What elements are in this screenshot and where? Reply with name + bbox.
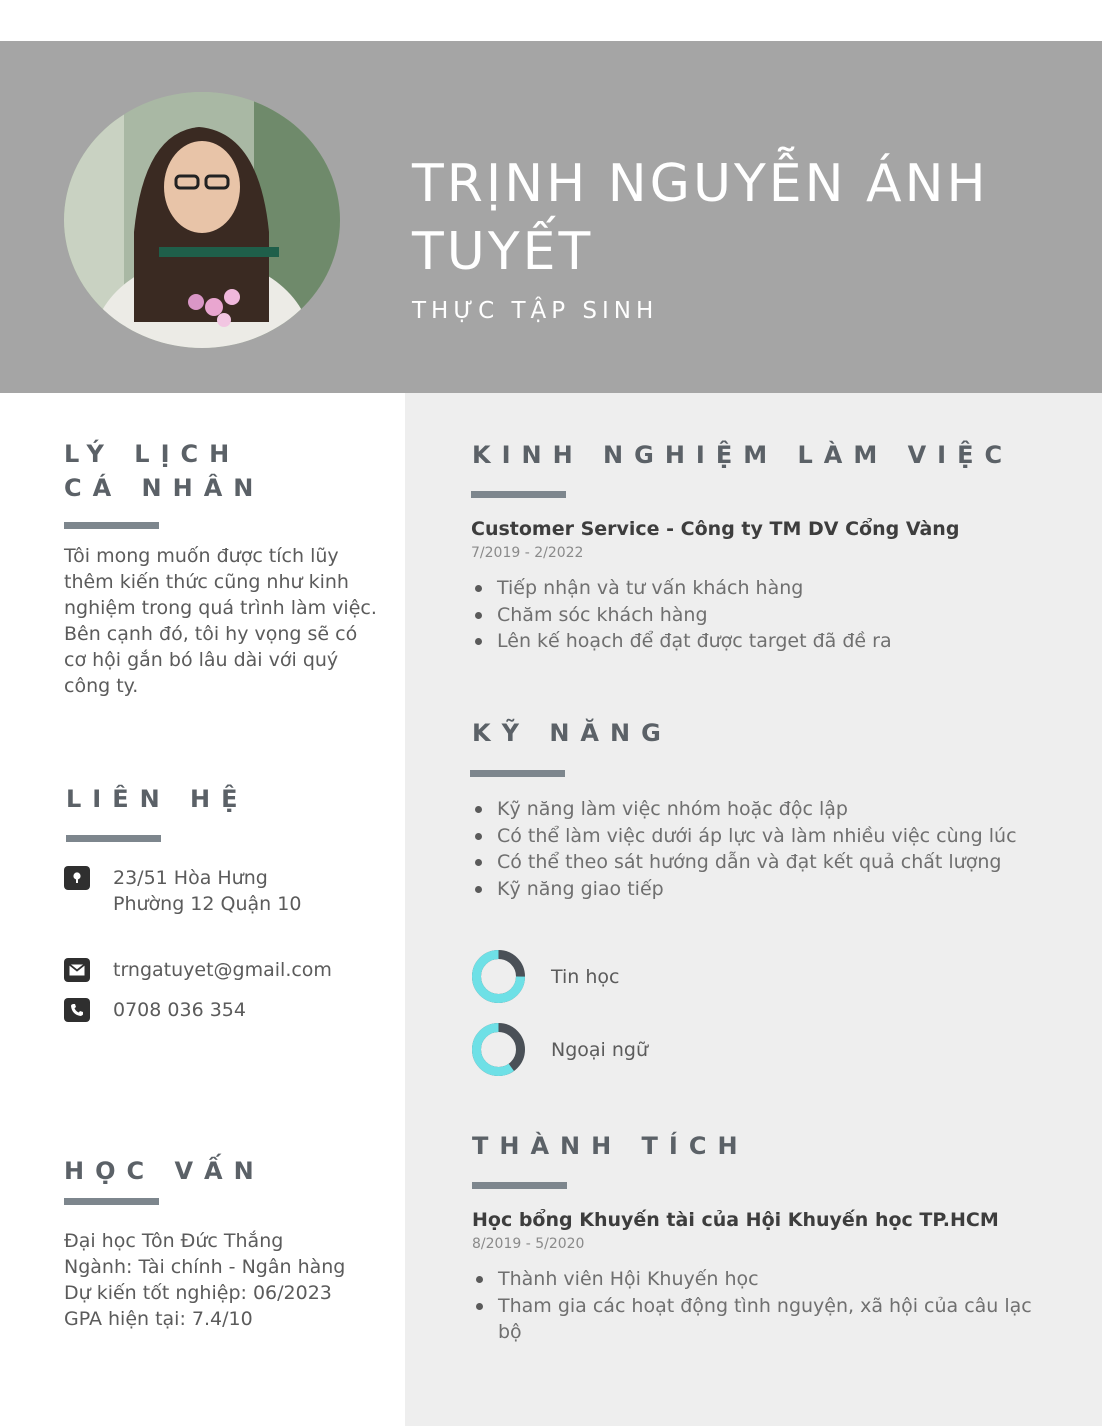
phone-text[interactable]: 0708 036 354 (113, 999, 246, 1021)
contact-title: LIÊN HỆ (66, 785, 249, 813)
skill-level-label: Ngoại ngữ (551, 1038, 649, 1061)
phone-row (64, 997, 246, 1023)
skill-level-label: Tin học (551, 965, 620, 988)
achievements-divider (472, 1182, 567, 1189)
list-item: Tiếp nhận và tư vấn khách hàng (497, 575, 1077, 602)
contact-divider (66, 835, 161, 842)
profile-title-line2: CÁ NHÂN (64, 474, 265, 502)
skills-list (471, 796, 1067, 902)
address-row (64, 865, 301, 917)
job-title: Customer Service - Công ty TM DV Cổng Vàng (471, 518, 960, 540)
education-details (64, 1228, 394, 1332)
address-line1: 23/51 Hòa Hưng (113, 867, 268, 889)
email-row (64, 957, 332, 983)
candidate-role: THỰC TẬP SINH (412, 298, 659, 324)
email-text[interactable]: trngatuyet@gmail.com (113, 959, 332, 981)
list-item: Thành viên Hội Khuyến học (498, 1266, 1058, 1293)
profile-photo (64, 92, 340, 348)
education-line: GPA hiện tại: 7.4/10 (64, 1308, 253, 1330)
list-item: Chăm sóc khách hàng (497, 602, 1077, 629)
achievements-title: THÀNH TÍCH (472, 1132, 749, 1160)
experience-title: KINH NGHIỆM LÀM VIỆC (472, 441, 1014, 469)
education-title: HỌC VẤN (64, 1157, 265, 1185)
skill-level-row (470, 948, 620, 1005)
profile-title-line1: LÝ LỊCH (64, 440, 241, 468)
job-date: 7/2019 - 2/2022 (471, 545, 584, 561)
profile-text: Tôi mong muốn được tích lũy thêm kiến thức cũng như kinh nghiệm trong quá trình làm việc. Bên cạnh đó, tôi hy vọng sẽ có cơ hội gắn bó lâu dài với quý công ty. (64, 545, 377, 697)
skill-level-ring (470, 948, 527, 1005)
education-line: Đại học Tôn Đức Thắng (64, 1230, 284, 1252)
list-item: Tham gia các hoạt động tình nguyện, xã hội của câu lạc bộ (498, 1293, 1058, 1346)
address-line2: Phường 12 Quận 10 (113, 893, 302, 915)
location-icon (64, 866, 90, 890)
profile-divider (64, 522, 159, 529)
achievements-list (472, 1266, 1058, 1346)
list-item: Kỹ năng giao tiếp (497, 876, 1067, 903)
skill-level-row (470, 1021, 648, 1078)
skills-divider (470, 770, 565, 777)
experience-list (471, 575, 1077, 655)
candidate-name: TRỊNH NGUYỄN ÁNH TUYẾT (412, 154, 989, 282)
phone-icon (64, 998, 90, 1022)
list-item: Kỹ năng làm việc nhóm hoặc độc lập (497, 796, 1067, 823)
education-line: Dự kiến tốt nghiệp: 06/2023 (64, 1282, 332, 1304)
skills-title: KỸ NĂNG (472, 719, 672, 747)
award-date: 8/2019 - 5/2020 (472, 1236, 585, 1252)
profile-title (64, 437, 264, 505)
skill-level-ring (470, 1021, 527, 1078)
experience-divider (471, 491, 566, 498)
education-divider (64, 1198, 159, 1205)
list-item: Có thể theo sát hướng dẫn và đạt kết quả chất lượng (497, 849, 1067, 876)
list-item: Lên kế hoạch để đạt được target đã đề ra (497, 628, 1077, 655)
award-title: Học bổng Khuyến tài của Hội Khuyến học TP.HCM (472, 1209, 999, 1231)
email-icon (64, 958, 90, 982)
education-line: Ngành: Tài chính - Ngân hàng (64, 1256, 346, 1278)
list-item: Có thể làm việc dưới áp lực và làm nhiều việc cùng lúc (497, 823, 1067, 850)
